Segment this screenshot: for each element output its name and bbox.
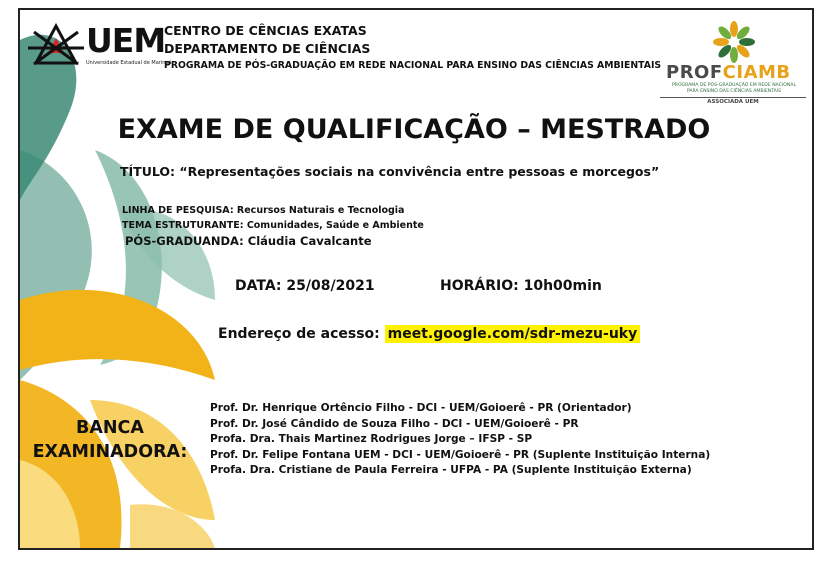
profciamb-tagline-1: PROGRAMA DE PÓS-GRADUAÇÃO EM REDE NACIONAL [671, 83, 797, 88]
profciamb-tagline-2: PARA ENSINO DAS CIÊNCIAS AMBIENTAIS [686, 88, 782, 94]
meeting-link[interactable]: meet.google.com/sdr-mezu-uky [385, 325, 641, 343]
research-line: LINHA DE PESQUISA: Recursos Naturais e Tecnologia [122, 205, 405, 216]
committee-label-2: EXAMINADORA: [32, 442, 188, 462]
uem-logo [26, 18, 172, 78]
committee-members [210, 401, 710, 479]
profciamb-divider [660, 97, 806, 98]
profciamb-tagline [660, 83, 808, 94]
thesis-title: TÍTULO: “Representações sociais na convivência entre pessoas e morcegos” [120, 164, 660, 179]
program-name: PROGRAMA DE PÓS-GRADUAÇÃO EM REDE NACIONAL PARA ENSINO DAS CIÊNCIAS AMBIENTAIS [164, 60, 662, 71]
institution-header [164, 22, 661, 73]
uem-emblem-icon [26, 18, 88, 78]
committee-member: Prof. Dr. José Cândido de Souza Filho - DCI - UEM/Goioerê - PR [210, 417, 579, 430]
access-label: Endereço de acesso: [218, 326, 380, 342]
committee-member: Prof. Dr. Henrique Ortêncio Filho - DCI - UEM/Goioerê - PR (Orientador) [210, 402, 632, 414]
center-name: CENTRO DE CÊNCIAS EXATAS [164, 23, 367, 38]
committee-member: Profa. Dra. Thais Martinez Rodrigues Jorge – IFSP - SP [210, 433, 533, 445]
structuring-theme: TEMA ESTRUTURANTE: Comunidades, Saúde e Ambiente [122, 220, 424, 231]
profciamb-name [666, 62, 791, 83]
profciamb-suffix: CIAMB [722, 62, 791, 83]
exam-title: EXAME DE QUALIFICAÇÃO – MESTRADO [117, 114, 711, 145]
department-name: DEPARTAMENTO DE CIÊNCIAS [164, 41, 371, 56]
profciamb-emblem-icon [660, 20, 808, 64]
profciamb-associated: ASSOCIADA UEM [707, 99, 759, 105]
committee-member: Prof. Dr. Felipe Fontana UEM - DCI - UEM/Goioerê - PR (Suplente Instituição Interna) [210, 448, 711, 461]
graduate-student: PÓS-GRADUANDA: Cláudia Cavalcante [125, 234, 372, 248]
committee-label [30, 416, 190, 464]
committee-member: Profa. Dra. Cristiane de Paula Ferreira - UFPA - PA (Suplente Instituição Externa) [210, 464, 692, 476]
committee-label-1: BANCA [76, 418, 144, 438]
profciamb-logo [660, 20, 808, 110]
exam-date: DATA: 25/08/2021 [235, 278, 375, 294]
uem-subtitle: Universidade Estadual de Maringá [86, 60, 172, 66]
access-address [218, 326, 640, 342]
profciamb-prefix: PROF [666, 62, 723, 83]
exam-details [122, 203, 424, 249]
exam-time: HORÁRIO: 10h00min [440, 278, 602, 294]
uem-name: UEM [86, 21, 166, 60]
